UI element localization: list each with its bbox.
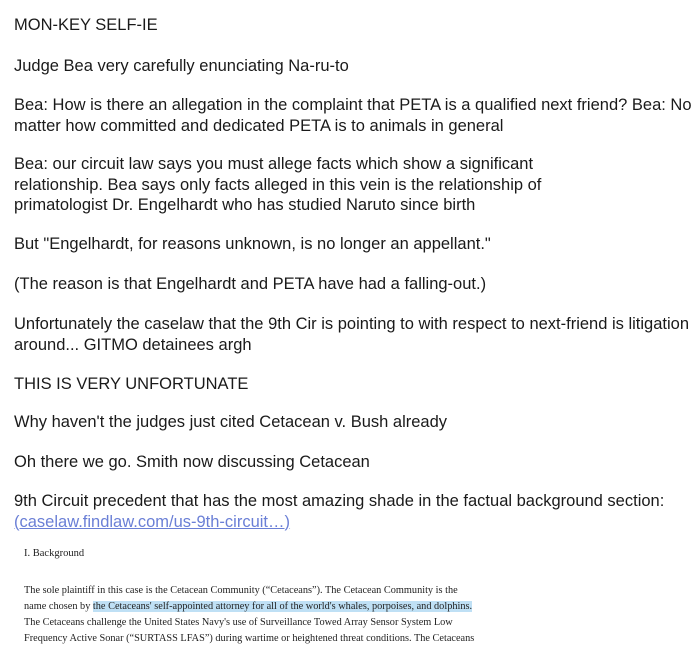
document-line: Frequency Active Sonar (“SURTASS LFAS”) during wartime or heightened threat conditions. The Cetaceans [24, 633, 475, 644]
document-line-text: name chosen by [24, 601, 93, 612]
caselaw-link[interactable]: (caselaw.findlaw.com/us-9th-circuit…) [14, 512, 291, 531]
post-text: But "Engelhardt, for reasons unknown, is no longer an appellant." [14, 235, 491, 253]
post-text: 9th Circuit precedent that has the most amazing shade in the factual background section: [14, 492, 665, 510]
document-heading: I. Background [24, 548, 85, 559]
document-line: The Cetaceans challenge the United States Navy's use of Surveillance Towed Array Sensor System Low [24, 617, 453, 628]
post-text: Bea: our circuit law says you must allege facts which show a significant relationship. Bea says only facts alleged in this vein is the relationship of primatologist Dr. Engelhardt who has studied Naruto since birth [14, 155, 542, 214]
document-line [24, 600, 472, 614]
post-text: (The reason is that Engelhardt and PETA have had a falling-out.) [14, 275, 487, 293]
document-line: The sole plaintiff in this case is the Cetacean Community (“Cetaceans”). The Cetacean Community is the [24, 585, 458, 596]
post-text-with-link [14, 491, 684, 532]
thread-title: MON-KEY SELF-IE [14, 16, 158, 34]
post-text: Bea: How is there an allegation in the complaint that PETA is a qualified next friend? Bea: No matter how committed and dedicated PETA is to animals in general [14, 96, 692, 135]
post-text: Oh there we go. Smith now discussing Cetacean [14, 453, 370, 471]
post-text: THIS IS VERY UNFORTUNATE [14, 375, 249, 393]
post-text: Unfortunately the caselaw that the 9th Cir is pointing to with respect to next-friend is litigation around... GITMO detainees argh [14, 315, 690, 354]
post-text: Judge Bea very carefully enunciating Na-ru-to [14, 57, 349, 75]
highlighted-text: the Cetaceans' self-appointed attorney for all of the world's whales, porpoises, and dolphins. [92, 601, 473, 612]
post-text: Why haven't the judges just cited Cetacean v. Bush already [14, 413, 448, 431]
